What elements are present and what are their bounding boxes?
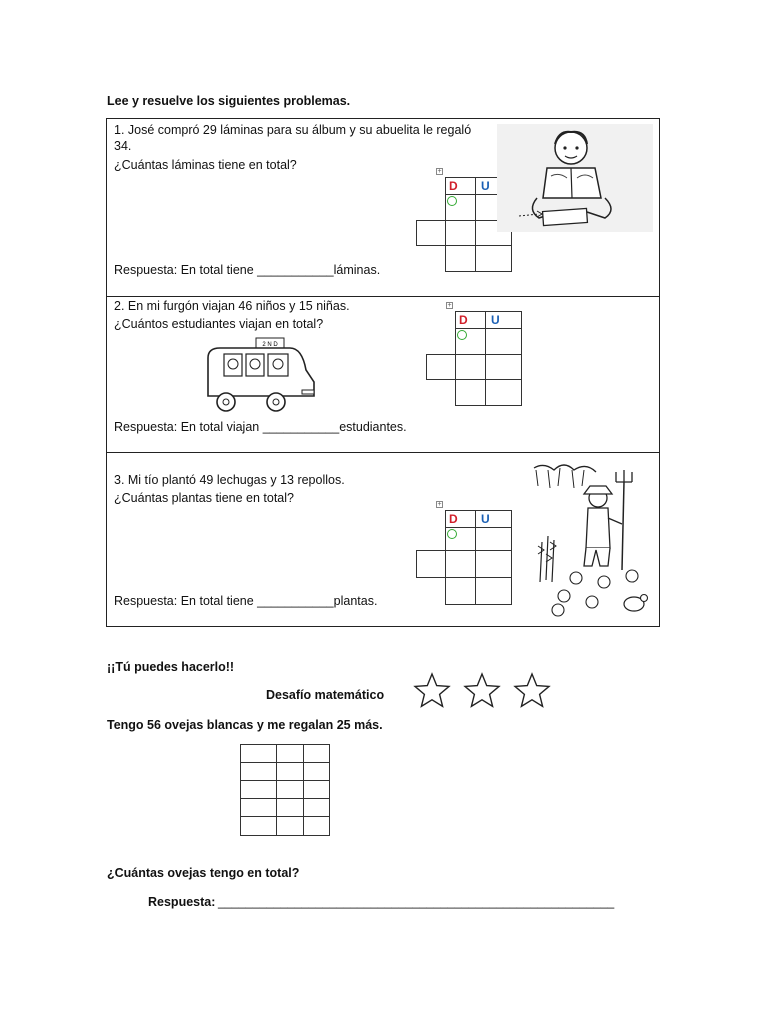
grid-cell[interactable] bbox=[276, 780, 304, 799]
answer-prefix: Respuesta: En total tiene bbox=[114, 594, 258, 608]
grid-cell[interactable] bbox=[445, 245, 476, 272]
grid-cell[interactable] bbox=[445, 220, 476, 246]
star-icon bbox=[415, 674, 449, 706]
grid-cell[interactable] bbox=[303, 798, 330, 817]
problem-3-text: 3. Mi tío plantó 49 lechugas y 13 repollos. bbox=[114, 473, 345, 487]
grid-cell[interactable] bbox=[240, 798, 277, 817]
grid-cell[interactable] bbox=[475, 550, 512, 578]
grid-cell[interactable] bbox=[303, 762, 330, 781]
instructions-title: Lee y resuelve los siguientes problemas. bbox=[107, 94, 351, 108]
answer-suffix: láminas. bbox=[333, 263, 381, 277]
answer-blank[interactable]: ___________ bbox=[257, 263, 334, 277]
problem-1-answer bbox=[114, 262, 380, 278]
answer-blank[interactable]: ___________ bbox=[257, 594, 334, 608]
bus-sign: 2 N D bbox=[262, 342, 278, 348]
carry-circle bbox=[457, 330, 467, 340]
grid-cell[interactable] bbox=[276, 762, 304, 781]
grid-cell[interactable] bbox=[475, 527, 512, 551]
grid-cell[interactable] bbox=[416, 220, 446, 246]
school-bus-illustration bbox=[202, 336, 318, 416]
grid-cell[interactable] bbox=[276, 798, 304, 817]
boy-reading-illustration bbox=[497, 124, 653, 232]
encouragement-text: ¡¡Tú puedes hacerlo!! bbox=[107, 660, 235, 674]
grid-cell[interactable] bbox=[276, 816, 304, 836]
grid-cell[interactable] bbox=[455, 354, 486, 380]
grid-cell[interactable] bbox=[485, 328, 522, 355]
grid-cell[interactable] bbox=[240, 744, 277, 763]
tens-label: D bbox=[459, 313, 468, 327]
answer-prefix: Respuesta: En total tiene bbox=[114, 263, 258, 277]
carry-circle bbox=[447, 196, 457, 206]
grid-cell[interactable] bbox=[303, 744, 330, 763]
grid-cell[interactable] bbox=[303, 816, 330, 836]
units-label: U bbox=[491, 313, 500, 327]
grid-cell[interactable] bbox=[455, 379, 486, 406]
answer-blank[interactable]: ___________ bbox=[262, 420, 340, 434]
challenge-title: Desafío matemático bbox=[266, 688, 385, 702]
final-answer-line[interactable]: _________________________________________________________ bbox=[218, 895, 615, 909]
problem-3-answer bbox=[114, 593, 377, 609]
grid-cell[interactable] bbox=[240, 816, 277, 836]
grid-cell[interactable] bbox=[240, 780, 277, 799]
units-label: U bbox=[481, 512, 490, 526]
grid-cell[interactable] bbox=[445, 577, 476, 605]
grid-cell[interactable] bbox=[475, 577, 512, 605]
problem-1-text: 1. José compró 29 láminas para su álbum y su abuelita le regaló bbox=[114, 123, 472, 137]
problem-3-question: ¿Cuántas plantas tiene en total? bbox=[114, 491, 294, 505]
problem-2-question: ¿Cuántos estudiantes viajan en total? bbox=[114, 317, 324, 331]
grid-cell[interactable] bbox=[475, 245, 512, 272]
move-handle-icon: + bbox=[437, 501, 442, 508]
answer-suffix: plantas. bbox=[333, 594, 378, 608]
move-handle-icon: + bbox=[447, 302, 452, 309]
farmer-garden-illustration bbox=[524, 462, 658, 622]
grid-cell[interactable] bbox=[303, 780, 330, 799]
carry-circle bbox=[447, 529, 457, 539]
tens-label: D bbox=[449, 512, 458, 526]
grid-cell[interactable] bbox=[445, 550, 476, 578]
grid-cell[interactable] bbox=[426, 354, 456, 380]
grid-cell[interactable] bbox=[485, 354, 522, 380]
final-answer-label: Respuesta: bbox=[148, 895, 216, 909]
answer-prefix: Respuesta: En total viajan bbox=[114, 420, 263, 434]
answer-suffix: estudiantes. bbox=[339, 420, 407, 434]
problem-2-answer bbox=[114, 419, 407, 435]
units-label: U bbox=[481, 179, 490, 193]
grid-cell[interactable] bbox=[276, 744, 304, 763]
problem-2-text: 2. En mi furgón viajan 46 niños y 15 niñas. bbox=[114, 299, 350, 313]
stars-rating bbox=[410, 672, 556, 710]
star-icon bbox=[465, 674, 499, 706]
star-icon bbox=[515, 674, 549, 706]
move-handle-icon: + bbox=[437, 168, 442, 175]
problem-1-text-cont: 34. bbox=[114, 139, 132, 153]
grid-cell[interactable] bbox=[240, 762, 277, 781]
final-question: ¿Cuántas ovejas tengo en total? bbox=[107, 866, 300, 880]
grid-cell[interactable] bbox=[416, 550, 446, 578]
tens-label: D bbox=[449, 179, 458, 193]
grid-cell[interactable] bbox=[485, 379, 522, 406]
challenge-problem: Tengo 56 ovejas blancas y me regalan 25 más. bbox=[107, 718, 383, 732]
problem-1-question: ¿Cuántas láminas tiene en total? bbox=[114, 158, 297, 172]
